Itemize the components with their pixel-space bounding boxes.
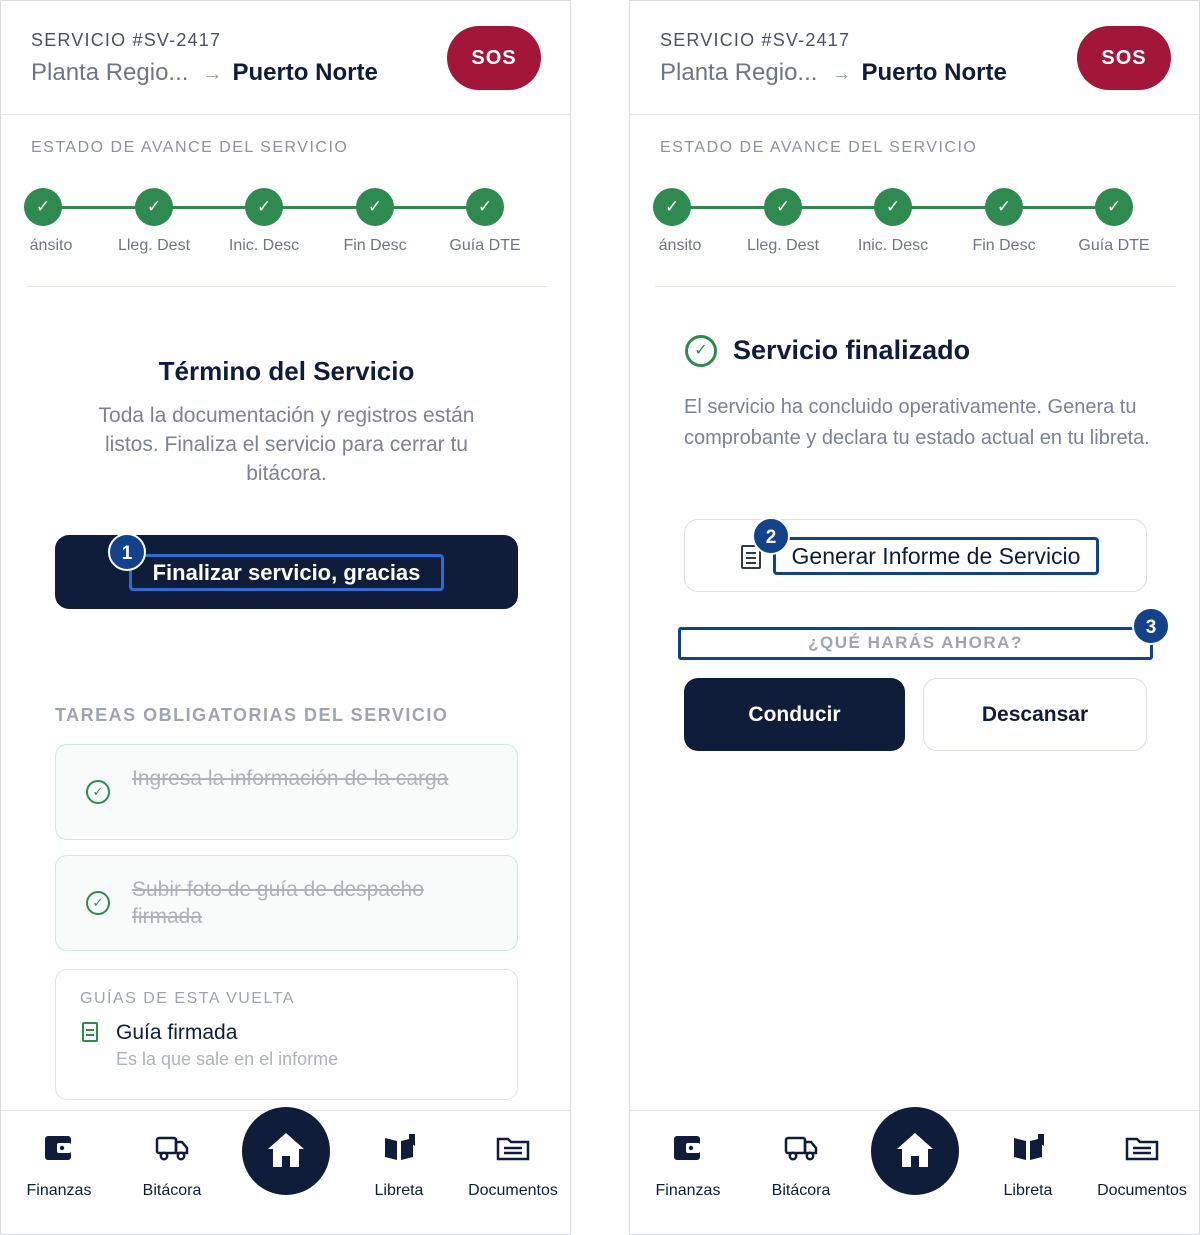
step-check-icon: ✓ bbox=[1095, 188, 1133, 226]
progress-title: ESTADO DE AVANCE DEL SERVICIO bbox=[660, 139, 978, 156]
arrow-right-icon: → bbox=[202, 63, 223, 85]
header bbox=[630, 1, 1199, 115]
folder-icon bbox=[496, 1131, 530, 1163]
next-action-title: ¿QUÉ HARÁS AHORA? bbox=[808, 633, 1023, 652]
nav-label: Libreta bbox=[374, 1182, 424, 1199]
home-button[interactable] bbox=[242, 1107, 330, 1195]
wallet-icon bbox=[671, 1131, 705, 1163]
step-badge: 2 bbox=[752, 517, 790, 555]
step-label: Fin Desc bbox=[343, 237, 407, 254]
nav-bitacora[interactable] bbox=[112, 1131, 232, 1200]
nav-finanzas[interactable] bbox=[629, 1131, 748, 1200]
nav-finanzas[interactable] bbox=[0, 1131, 119, 1200]
step-check-icon: ✓ bbox=[245, 188, 283, 226]
step-badge: 3 bbox=[1132, 607, 1170, 645]
route bbox=[31, 59, 378, 87]
step-label: Lleg. Dest bbox=[746, 237, 820, 254]
truck-icon bbox=[155, 1131, 189, 1163]
nav-bitacora[interactable] bbox=[741, 1131, 861, 1200]
nav-label: Finanzas bbox=[655, 1182, 721, 1199]
header bbox=[1, 1, 570, 115]
screen-termino-servicio bbox=[0, 0, 571, 1235]
guias-title: GUÍAS DE ESTA VUELTA bbox=[80, 990, 295, 1007]
sos-button[interactable]: SOS bbox=[447, 26, 541, 90]
check-circle-icon: ✓ bbox=[685, 335, 717, 367]
step-check-icon: ✓ bbox=[764, 188, 802, 226]
page-title: Término del Servicio bbox=[158, 356, 415, 386]
tasks-title: TAREAS OBLIGATORIAS DEL SERVICIO bbox=[55, 705, 449, 725]
progress-title: ESTADO DE AVANCE DEL SERVICIO bbox=[31, 139, 349, 156]
route bbox=[660, 59, 1007, 87]
check-circle-icon: ✓ bbox=[86, 780, 110, 804]
step-check-icon: ✓ bbox=[24, 188, 62, 226]
step-check-icon: ✓ bbox=[985, 188, 1023, 226]
book-icon bbox=[1011, 1131, 1045, 1163]
folder-icon bbox=[1125, 1131, 1159, 1163]
nav-label: Bitácora bbox=[771, 1182, 831, 1199]
divider bbox=[655, 286, 1176, 287]
step-check-icon: ✓ bbox=[874, 188, 912, 226]
page-description: Toda la documentación y registros están listos. Finaliza el servicio para cerrar tu bitácora. bbox=[98, 404, 475, 485]
nav-label: Finanzas bbox=[26, 1182, 92, 1199]
task-text: Subir foto de guía de despacho firmada bbox=[132, 878, 424, 928]
truck-icon bbox=[784, 1131, 818, 1163]
step-label: Inic. Desc bbox=[228, 237, 300, 254]
route-destination: Puerto Norte bbox=[861, 59, 1007, 86]
step-label: ánsito bbox=[29, 237, 73, 254]
screen-servicio-finalizado bbox=[629, 0, 1200, 1235]
nav-libreta[interactable] bbox=[968, 1131, 1088, 1200]
page-description: El servicio ha concluido operativamente. Genera tu comprobante y declara tu estado actual en tu libreta. bbox=[684, 396, 1150, 449]
step-check-icon: ✓ bbox=[135, 188, 173, 226]
step-label: ánsito bbox=[658, 237, 702, 254]
nav-documentos[interactable] bbox=[453, 1131, 571, 1200]
book-icon bbox=[382, 1131, 416, 1163]
divider bbox=[26, 286, 547, 287]
nav-label: Documentos bbox=[468, 1182, 558, 1199]
step-label: Guía DTE bbox=[449, 237, 521, 254]
sos-button[interactable]: SOS bbox=[1077, 26, 1171, 90]
step-label: Fin Desc bbox=[972, 237, 1036, 254]
service-id: SERVICIO #SV-2417 bbox=[660, 30, 851, 50]
task-item[interactable] bbox=[55, 744, 518, 840]
step-check-icon: ✓ bbox=[356, 188, 394, 226]
check-circle-icon: ✓ bbox=[86, 891, 110, 915]
step-label: Guía DTE bbox=[1078, 237, 1150, 254]
wallet-icon bbox=[42, 1131, 76, 1163]
guias-card[interactable] bbox=[55, 969, 518, 1100]
page-title: Servicio finalizado bbox=[733, 335, 971, 365]
route-origin: Planta Regio... bbox=[31, 59, 189, 86]
nav-label: Libreta bbox=[1003, 1182, 1053, 1199]
step-label: Lleg. Dest bbox=[117, 237, 191, 254]
guia-name: Guía firmada bbox=[116, 1021, 238, 1044]
nav-documentos[interactable] bbox=[1082, 1131, 1200, 1200]
nav-label: Bitácora bbox=[142, 1182, 202, 1199]
route-origin: Planta Regio... bbox=[660, 59, 818, 86]
guia-subtitle: Es la que sale en el informe bbox=[116, 1049, 339, 1069]
step-check-icon: ✓ bbox=[466, 188, 504, 226]
document-icon bbox=[82, 1022, 98, 1042]
home-button[interactable] bbox=[871, 1107, 959, 1195]
step-badge: 1 bbox=[108, 533, 146, 571]
rest-button[interactable]: Descansar bbox=[923, 678, 1147, 751]
task-text: Ingresa la información de la carga bbox=[132, 767, 449, 790]
step-label: Inic. Desc bbox=[857, 237, 929, 254]
arrow-right-icon: → bbox=[831, 63, 852, 85]
nav-libreta[interactable] bbox=[339, 1131, 459, 1200]
service-id: SERVICIO #SV-2417 bbox=[31, 30, 222, 50]
route-destination: Puerto Norte bbox=[232, 59, 378, 86]
task-item[interactable] bbox=[55, 855, 518, 951]
generate-report-label[interactable]: Generar Informe de Servicio bbox=[773, 537, 1099, 575]
step-check-icon: ✓ bbox=[653, 188, 691, 226]
nav-label: Documentos bbox=[1097, 1182, 1187, 1199]
finalize-service-label[interactable]: Finalizar servicio, gracias bbox=[129, 554, 444, 591]
home-icon bbox=[871, 1107, 959, 1195]
drive-button[interactable]: Conducir bbox=[684, 678, 905, 751]
home-icon bbox=[242, 1107, 330, 1195]
